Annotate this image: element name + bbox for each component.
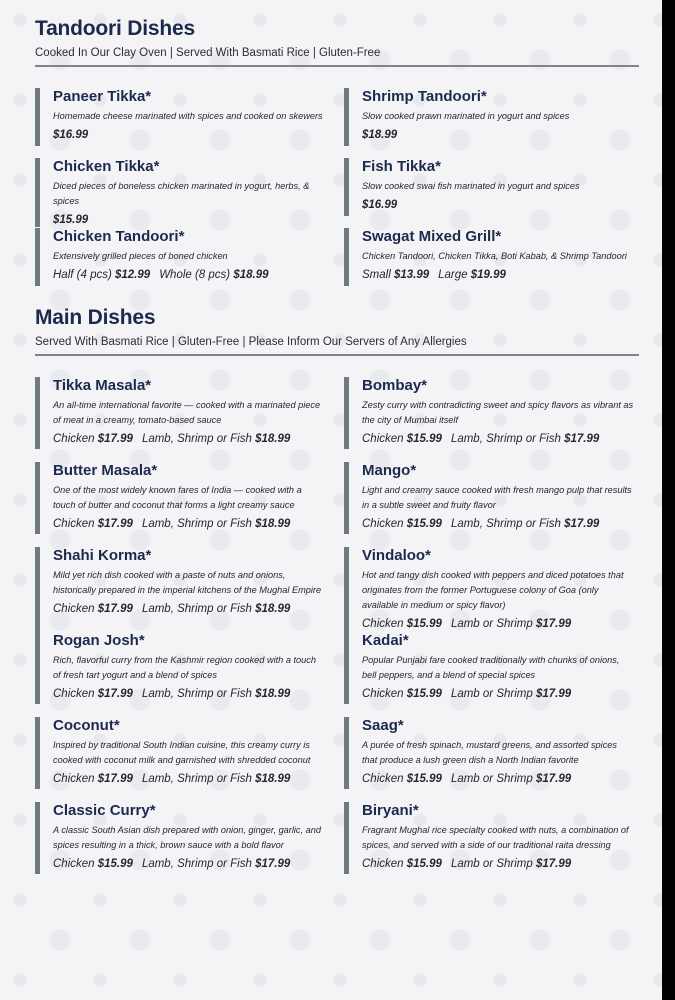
- menu-item-description: An all-time international favorite — cooked with a marinated piece of meat in a creamy, tomato-based sauce: [53, 400, 321, 425]
- price-label: Small: [362, 269, 394, 281]
- price-option: [142, 603, 290, 615]
- price-label: Chicken: [362, 858, 407, 870]
- price-option: [53, 858, 133, 870]
- price-option: [451, 858, 571, 870]
- price-label: Lamb or Shrimp: [450, 858, 536, 870]
- menu-item-price: [362, 268, 634, 282]
- menu-item-price: [362, 687, 634, 701]
- price-option: [142, 858, 290, 870]
- menu-item-price: [53, 772, 325, 786]
- menu-item-name: Swagat Mixed Grill*: [362, 228, 502, 245]
- price-label: Chicken: [362, 433, 407, 445]
- price-option: [142, 433, 290, 445]
- menu-item-name: Chicken Tikka*: [53, 158, 160, 175]
- price-value: $18.99: [255, 518, 291, 530]
- price-label: Lamb or Shrimp: [450, 688, 536, 700]
- menu-item-price: [362, 772, 634, 786]
- price-value: $15.99: [406, 518, 442, 530]
- price-value: $15.99: [406, 858, 442, 870]
- menu-item: [35, 802, 325, 874]
- menu-item-price: [53, 128, 325, 142]
- price-value: $15.99: [53, 214, 89, 226]
- menu-item: [344, 462, 634, 534]
- price-label: Lamb, Shrimp or Fish: [450, 518, 565, 530]
- menu-item-description: Light and creamy sauce cooked with fresh mango pulp that results in a subtle sweet and fruity flavor: [362, 485, 632, 510]
- menu-item-name: Coconut*: [53, 717, 120, 734]
- price-value: $17.99: [97, 773, 133, 785]
- price-option: [451, 518, 599, 530]
- price-value: $18.99: [255, 433, 291, 445]
- main-section-subtitle: Served With Basmati Rice | Gluten-Free | Please Inform Our Servers of Any Allergies: [35, 336, 467, 348]
- price-value: $17.99: [97, 688, 133, 700]
- price-value: $16.99: [53, 129, 89, 141]
- price-option: [53, 688, 133, 700]
- price-label: Lamb, Shrimp or Fish: [141, 603, 256, 615]
- menu-item-description: Chicken Tandoori, Chicken Tikka, Boti Kabab, & Shrimp Tandoori: [362, 251, 627, 261]
- price-label: Lamb, Shrimp or Fish: [141, 773, 256, 785]
- menu-item-name: Rogan Josh*: [53, 632, 145, 649]
- price-label: Lamb, Shrimp or Fish: [141, 688, 256, 700]
- menu-item: [344, 717, 634, 789]
- price-option: [53, 518, 133, 530]
- price-value: $12.99: [115, 269, 151, 281]
- price-label: Large: [438, 269, 471, 281]
- price-value: $15.99: [406, 618, 442, 630]
- menu-item: [344, 802, 634, 874]
- menu-item-description: Zesty curry with contradicting sweet and spicy flavors as vibrant as the city of Mumbai itself: [362, 400, 634, 425]
- price-value: $17.99: [564, 518, 600, 530]
- price-option: [53, 214, 88, 226]
- price-option: [362, 433, 442, 445]
- menu-item: [344, 228, 634, 286]
- menu-item-description: A classic South Asian dish prepared with onion, ginger, garlic, and spices resulting in a thick, brown sauce with a bold flavor: [53, 825, 321, 850]
- menu-item-name: Paneer Tikka*: [53, 88, 152, 105]
- price-option: [362, 129, 397, 141]
- price-value: $18.99: [362, 129, 398, 141]
- menu-item: [35, 717, 325, 789]
- price-option: [362, 773, 442, 785]
- price-label: Chicken: [53, 773, 98, 785]
- price-value: $17.99: [97, 433, 133, 445]
- menu-item-price: [53, 602, 325, 616]
- price-value: $16.99: [362, 199, 398, 211]
- price-label: Chicken: [362, 773, 407, 785]
- price-value: $17.99: [535, 688, 572, 700]
- menu-item-description: Fragrant Mughal rice specialty cooked with nuts, a combination of spices, and served with a side of our traditional raita dressing: [362, 825, 629, 850]
- menu-item: [344, 377, 634, 449]
- price-label: Whole (8 pcs): [159, 269, 234, 281]
- menu-item: [35, 547, 325, 634]
- price-value: $15.99: [97, 858, 133, 870]
- price-option: [451, 433, 599, 445]
- price-label: Chicken: [362, 688, 407, 700]
- menu-item: [35, 377, 325, 449]
- menu-item-description: Rich, flavorful curry from the Kashmir region cooked with a touch of fresh tart yogurt and a blend of spices: [53, 655, 316, 680]
- price-option: [362, 199, 397, 211]
- menu-item-description: Inspired by traditional South Indian cuisine, this creamy curry is cooked with coconut milk and garnished with shredded coconut: [53, 740, 311, 765]
- menu-item-name: Fish Tikka*: [362, 158, 441, 175]
- price-option: [438, 269, 506, 281]
- menu-item-description: Diced pieces of boneless chicken marinated in yogurt, herbs, & spices: [53, 181, 310, 206]
- price-value: $17.99: [97, 603, 133, 615]
- price-option: [362, 269, 429, 281]
- menu-item-name: Vindaloo*: [362, 547, 431, 564]
- price-value: $18.99: [255, 688, 291, 700]
- menu-item-name: Kadai*: [362, 632, 409, 649]
- price-option: [53, 269, 150, 281]
- price-label: Lamb, Shrimp or Fish: [141, 433, 256, 445]
- tandoori-section-title: Tandoori Dishes: [35, 17, 195, 40]
- price-option: [53, 129, 88, 141]
- price-option: [142, 518, 290, 530]
- price-label: Chicken: [362, 618, 407, 630]
- menu-item-price: [362, 198, 634, 212]
- price-value: $17.99: [535, 773, 572, 785]
- menu-item-name: Butter Masala*: [53, 462, 158, 479]
- price-option: [159, 269, 268, 281]
- price-label: Chicken: [53, 603, 98, 615]
- price-value: $18.99: [233, 269, 269, 281]
- price-value: $18.99: [255, 773, 291, 785]
- price-option: [53, 433, 133, 445]
- price-value: $15.99: [406, 773, 442, 785]
- menu-item-price: [53, 857, 325, 871]
- price-option: [451, 773, 571, 785]
- price-value: $15.99: [406, 433, 442, 445]
- price-value: $17.99: [535, 858, 572, 870]
- price-value: $17.99: [255, 858, 291, 870]
- price-option: [362, 858, 442, 870]
- menu-item: [35, 158, 325, 227]
- price-option: [142, 688, 290, 700]
- menu-item-description: Mild yet rich dish cooked with a paste of nuts and onions, historically prepared in the imperial kitchens of the Mughal Empire: [53, 570, 322, 595]
- price-value: $17.99: [97, 518, 133, 530]
- price-label: Chicken: [53, 858, 98, 870]
- menu-item-name: Classic Curry*: [53, 802, 156, 819]
- menu-item-price: [362, 128, 634, 142]
- menu-item-description: Extensively grilled pieces of boned chicken: [53, 251, 228, 261]
- menu-item-price: [362, 517, 634, 531]
- price-label: Lamb or Shrimp: [450, 773, 536, 785]
- price-label: Lamb, Shrimp or Fish: [141, 518, 256, 530]
- price-value: $13.99: [393, 269, 430, 281]
- price-label: Chicken: [362, 518, 407, 530]
- price-label: Lamb, Shrimp or Fish: [141, 858, 256, 870]
- price-label: Chicken: [53, 518, 98, 530]
- tandoori-section-subtitle: Cooked In Our Clay Oven | Served With Basmati Rice | Gluten-Free: [35, 47, 381, 59]
- main-divider: [35, 354, 639, 356]
- price-option: [362, 688, 442, 700]
- price-label: Chicken: [53, 433, 98, 445]
- menu-item-description: Hot and tangy dish cooked with peppers and diced potatoes that originates from the former Portuguese colony of Goa (only available in medium or spicy flavor): [362, 570, 624, 610]
- price-option: [362, 618, 442, 630]
- price-option: [362, 518, 442, 530]
- menu-item-name: Tikka Masala*: [53, 377, 152, 394]
- main-section-title: Main Dishes: [35, 306, 156, 329]
- price-label: Lamb, Shrimp or Fish: [450, 433, 565, 445]
- menu-item-description: Slow cooked prawn marinated in yogurt and spices: [362, 111, 570, 121]
- menu-item-description: Homemade cheese marinated with spices and cooked on skewers: [53, 111, 323, 121]
- menu-item-description: A purée of fresh spinach, mustard greens, and assorted spices that produce a lush green dish a North Indian favorite: [362, 740, 618, 765]
- price-option: [53, 773, 133, 785]
- menu-item-name: Shahi Korma*: [53, 547, 152, 564]
- menu-item-name: Chicken Tandoori*: [53, 228, 185, 245]
- menu-item: [344, 88, 634, 146]
- menu-item-description: One of the most widely known fares of India — cooked with a touch of butter and coconut that forms a light creamy sauce: [53, 485, 302, 510]
- price-value: $19.99: [470, 269, 506, 281]
- menu-item-name: Shrimp Tandoori*: [362, 88, 487, 105]
- menu-item-price: [362, 432, 634, 446]
- price-value: $17.99: [564, 433, 600, 445]
- menu-item-price: [53, 687, 325, 701]
- menu-item: [35, 88, 325, 146]
- price-label: Lamb or Shrimp: [450, 618, 536, 630]
- price-option: [451, 688, 571, 700]
- price-label: Half (4 pcs): [53, 269, 115, 281]
- menu-item-name: Bombay*: [362, 377, 428, 394]
- menu-item-price: [362, 617, 634, 631]
- menu-item-price: [53, 432, 325, 446]
- price-value: $15.99: [406, 688, 442, 700]
- menu-item-description: Slow cooked swai fish marinated in yogurt and spices: [362, 181, 580, 191]
- menu-item: [35, 462, 325, 534]
- price-option: [451, 618, 571, 630]
- menu-item: [35, 228, 325, 286]
- menu-item: [344, 632, 634, 704]
- price-option: [142, 773, 290, 785]
- menu-item-name: Mango*: [362, 462, 417, 479]
- tandoori-divider: [35, 65, 639, 67]
- menu-item-price: [53, 213, 325, 227]
- price-value: $17.99: [535, 618, 572, 630]
- price-option: [53, 603, 133, 615]
- menu-item: [344, 547, 634, 634]
- menu-item: [35, 632, 325, 704]
- menu-item-price: [53, 268, 325, 282]
- menu-item-price: [53, 517, 325, 531]
- menu-item-name: Saag*: [362, 717, 404, 734]
- menu-item-price: [362, 857, 634, 871]
- price-value: $18.99: [255, 603, 291, 615]
- menu-item: [344, 158, 634, 216]
- price-label: Chicken: [53, 688, 98, 700]
- menu-item-name: Biryani*: [362, 802, 419, 819]
- menu-item-description: Popular Punjabi fare cooked traditionally with chunks of onions, bell peppers, and a blend of special spices: [362, 655, 620, 680]
